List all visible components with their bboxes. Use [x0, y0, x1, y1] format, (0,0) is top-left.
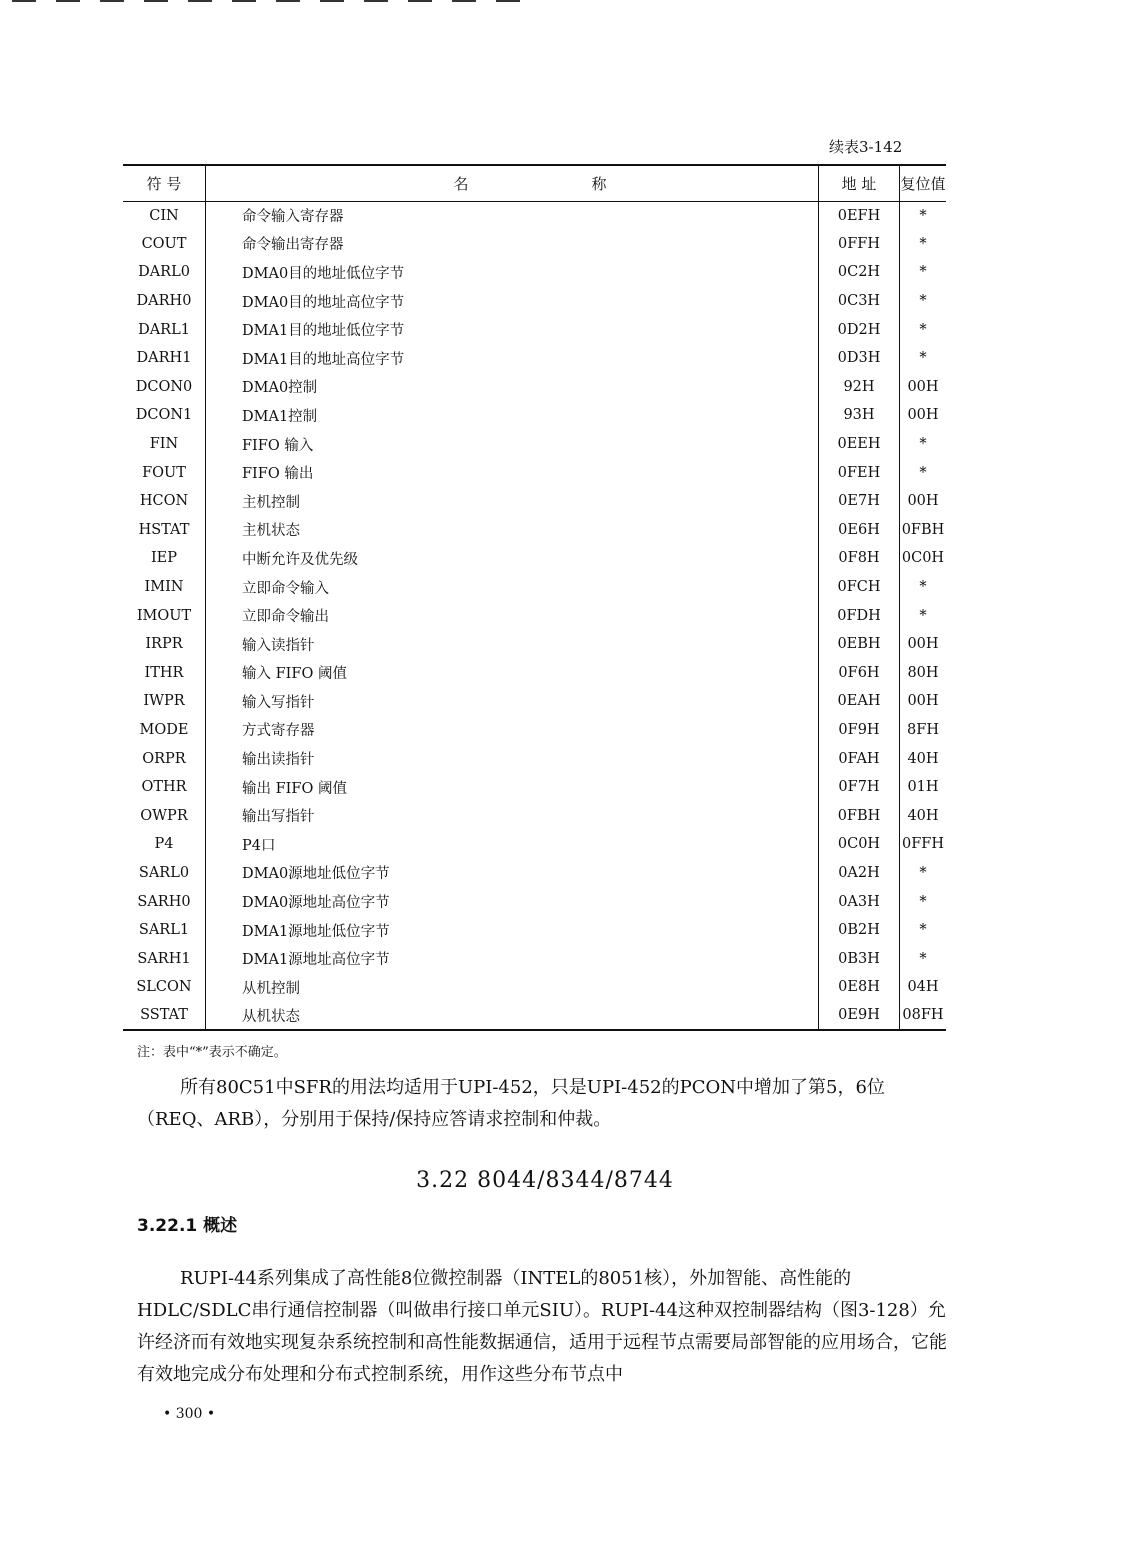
cell-address: 0D2H	[819, 315, 900, 344]
table-row	[123, 573, 946, 602]
table-row	[123, 659, 946, 688]
cell-name: DMA1源地址低位字节	[206, 916, 819, 945]
cell-reset: *	[919, 922, 927, 939]
cell-name: DMA0控制	[206, 373, 819, 402]
cell-symbol: CIN	[123, 201, 206, 230]
cell-reset: 08FH	[902, 1007, 944, 1024]
cell-reset: *	[919, 950, 927, 967]
cell-reset: 00H	[907, 493, 939, 510]
cell-symbol: SARH0	[123, 887, 206, 916]
cell-name: P4口	[206, 830, 819, 859]
table-row	[123, 401, 946, 430]
table-caption: 续表3-142	[829, 138, 903, 156]
cell-symbol: OWPR	[123, 801, 206, 830]
cell-name: 输入读指针	[206, 630, 819, 659]
cell-address: 0F9H	[819, 716, 900, 745]
cell-name: 输出 FIFO 阈值	[206, 773, 819, 802]
cell-reset: 0FFH	[902, 836, 944, 853]
sfr-table	[123, 164, 946, 1031]
cell-address: 0C3H	[819, 287, 900, 316]
cell-reset: 80H	[907, 664, 939, 681]
cell-reset: *	[919, 264, 927, 281]
cell-name: 输出读指针	[206, 744, 819, 773]
cell-address: 0EBH	[819, 630, 900, 659]
cell-address: 0FEH	[819, 458, 900, 487]
cell-symbol: COUT	[123, 230, 206, 259]
table-header-row	[123, 165, 946, 201]
cell-address: 0A3H	[819, 887, 900, 916]
cell-reset: *	[919, 235, 927, 252]
cell-name: 立即命令输出	[206, 601, 819, 630]
cell-symbol: OTHR	[123, 773, 206, 802]
cell-name: 从机状态	[206, 1002, 819, 1031]
cell-name: DMA0目的地址高位字节	[206, 287, 819, 316]
cell-address: 0FAH	[819, 744, 900, 773]
cell-reset: *	[919, 579, 927, 596]
cell-reset: *	[919, 293, 927, 310]
table-row	[123, 516, 946, 545]
cell-address: 0EEH	[819, 430, 900, 459]
cell-reset: *	[919, 207, 927, 224]
cell-symbol: SSTAT	[123, 1002, 206, 1031]
cell-symbol: SARL1	[123, 916, 206, 945]
cell-symbol: P4	[123, 830, 206, 859]
table-row	[123, 801, 946, 830]
cell-address: 0EAH	[819, 687, 900, 716]
cell-address: 0F6H	[819, 659, 900, 688]
header-name-right: 称	[591, 174, 607, 193]
cell-reset: 8FH	[907, 721, 939, 738]
cell-reset: *	[919, 350, 927, 367]
cell-symbol: HCON	[123, 487, 206, 516]
cell-reset: *	[919, 464, 927, 481]
cell-symbol: IMIN	[123, 573, 206, 602]
cell-symbol: DARH0	[123, 287, 206, 316]
cell-address: 0F7H	[819, 773, 900, 802]
header-reset: 复位值	[900, 174, 946, 193]
cell-symbol: IMOUT	[123, 601, 206, 630]
cell-reset: 0C0H	[901, 550, 945, 567]
cell-address: 0EFH	[819, 201, 900, 230]
page-number: • 300 •	[163, 1406, 216, 1422]
header-name-left: 名	[453, 174, 469, 193]
cell-symbol: IRPR	[123, 630, 206, 659]
cell-symbol: HSTAT	[123, 516, 206, 545]
table-row	[123, 916, 946, 945]
cell-symbol: SLCON	[123, 973, 206, 1002]
cell-name: 主机状态	[206, 516, 819, 545]
table-row	[123, 716, 946, 745]
cell-name: 命令输出寄存器	[206, 230, 819, 259]
cell-address: 0E6H	[819, 516, 900, 545]
cell-address: 0A2H	[819, 859, 900, 888]
paragraph-overview: RUPI-44系列集成了高性能8位微控制器（INTEL的8051核），外加智能、高性能的HDLC/SDLC串行通信控制器（叫做串行接口单元SIU）。RUPI-44这种双控制器结构（图3-128）允许经济而有效地实现复杂系统控制和高性能数据通信，适用于远程节点需要局部智能的应用场合，它能有效地完成分布处理和分布式控制系统，用作这些分布节点中	[137, 1268, 947, 1385]
cell-reset: 00H	[907, 378, 939, 395]
header-address: 地 址	[819, 165, 900, 201]
table-body	[123, 201, 946, 1030]
cell-name: DMA0源地址高位字节	[206, 887, 819, 916]
cell-name: DMA1目的地址低位字节	[206, 315, 819, 344]
cell-address: 0D3H	[819, 344, 900, 373]
cell-name: DMA1目的地址高位字节	[206, 344, 819, 373]
cell-name: DMA0目的地址低位字节	[206, 258, 819, 287]
cell-name: DMA1源地址高位字节	[206, 944, 819, 973]
table-row	[123, 944, 946, 973]
cell-reset: 0FBH	[901, 521, 945, 538]
cell-address: 0B3H	[819, 944, 900, 973]
cell-address: 0FBH	[819, 801, 900, 830]
cell-address: 92H	[819, 373, 900, 402]
cell-name: 输入写指针	[206, 687, 819, 716]
cell-address: 0E8H	[819, 973, 900, 1002]
cell-symbol: FIN	[123, 430, 206, 459]
cell-symbol: FOUT	[123, 458, 206, 487]
header-dashes	[12, 0, 520, 2]
table-row	[123, 458, 946, 487]
cell-address: 0E7H	[819, 487, 900, 516]
table-row	[123, 859, 946, 888]
cell-reset: 00H	[907, 636, 939, 653]
cell-name: FIFO 输出	[206, 458, 819, 487]
cell-address: 93H	[819, 401, 900, 430]
header-name	[206, 165, 819, 201]
table-row	[123, 287, 946, 316]
table-row	[123, 773, 946, 802]
cell-name: 从机控制	[206, 973, 819, 1002]
cell-reset: 40H	[907, 807, 939, 824]
table-row	[123, 830, 946, 859]
cell-address: 0E9H	[819, 1002, 900, 1031]
table-row	[123, 344, 946, 373]
table-row	[123, 973, 946, 1002]
table-row	[123, 487, 946, 516]
table-row	[123, 630, 946, 659]
cell-reset: *	[919, 436, 927, 453]
cell-reset: 00H	[907, 407, 939, 424]
cell-symbol: DARH1	[123, 344, 206, 373]
cell-symbol: MODE	[123, 716, 206, 745]
cell-symbol: SARH1	[123, 944, 206, 973]
cell-name: DMA1控制	[206, 401, 819, 430]
cell-address: 0B2H	[819, 916, 900, 945]
cell-symbol: IEP	[123, 544, 206, 573]
cell-name: 方式寄存器	[206, 716, 819, 745]
cell-address: 0C0H	[819, 830, 900, 859]
cell-address: 0FCH	[819, 573, 900, 602]
section-title: 3.22 8044/8344/8744	[416, 1168, 674, 1193]
cell-name: 中断允许及优先级	[206, 544, 819, 573]
cell-reset: 40H	[907, 750, 939, 767]
cell-symbol: DCON0	[123, 373, 206, 402]
table-row	[123, 544, 946, 573]
cell-reset: 04H	[907, 979, 939, 996]
cell-reset: 00H	[907, 693, 939, 710]
cell-name: DMA0源地址低位字节	[206, 859, 819, 888]
table-row	[123, 201, 946, 230]
table-row	[123, 430, 946, 459]
table-row	[123, 687, 946, 716]
cell-name: 输出写指针	[206, 801, 819, 830]
table-note: 注：表中“*”表示不确定。	[137, 1045, 287, 1060]
header-symbol: 符 号	[123, 165, 206, 201]
cell-name: 主机控制	[206, 487, 819, 516]
cell-reset: 01H	[907, 779, 939, 796]
cell-symbol: DARL1	[123, 315, 206, 344]
cell-address: 0F8H	[819, 544, 900, 573]
cell-name: 立即命令输入	[206, 573, 819, 602]
cell-name: 输入 FIFO 阈值	[206, 659, 819, 688]
table-row	[123, 1002, 946, 1031]
table-row	[123, 744, 946, 773]
subsection-title: 3.22.1 概述	[137, 1216, 238, 1236]
table-row	[123, 258, 946, 287]
cell-symbol: DCON1	[123, 401, 206, 430]
cell-symbol: ORPR	[123, 744, 206, 773]
cell-reset: *	[919, 864, 927, 881]
cell-name: 命令输入寄存器	[206, 201, 819, 230]
cell-reset: *	[919, 893, 927, 910]
table-row	[123, 887, 946, 916]
table-row	[123, 601, 946, 630]
paragraph-sfr-usage: 所有80C51中SFR的用法均适用于UPI-452，只是UPI-452的PCON中增加了第5，6位（REQ、ARB），分别用于保持/保持应答请求控制和仲裁。	[137, 1077, 885, 1130]
table-row	[123, 373, 946, 402]
cell-symbol: SARL0	[123, 859, 206, 888]
table-row	[123, 315, 946, 344]
cell-symbol: DARL0	[123, 258, 206, 287]
cell-reset: *	[919, 607, 927, 624]
cell-address: 0FDH	[819, 601, 900, 630]
table-row	[123, 230, 946, 259]
cell-address: 0FFH	[819, 230, 900, 259]
cell-name: FIFO 输入	[206, 430, 819, 459]
cell-reset: *	[919, 321, 927, 338]
cell-symbol: ITHR	[123, 659, 206, 688]
cell-symbol: IWPR	[123, 687, 206, 716]
cell-address: 0C2H	[819, 258, 900, 287]
